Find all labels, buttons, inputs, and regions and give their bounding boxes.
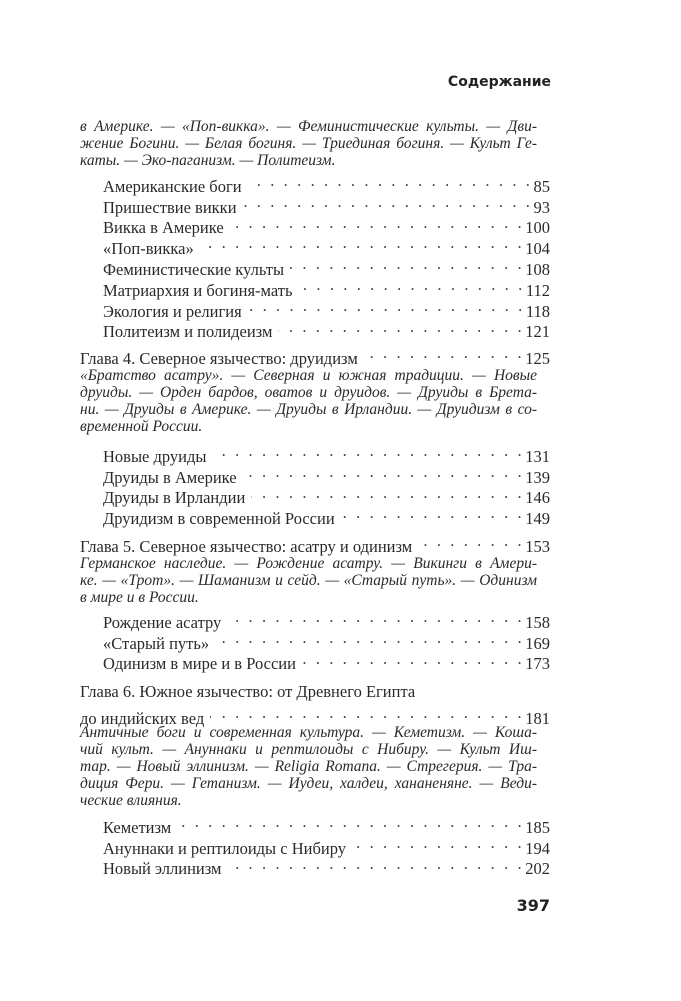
chapter-page: 125 [525, 348, 550, 368]
dot-leader [248, 171, 533, 192]
entry-page: 169 [525, 633, 550, 653]
dot-leader [290, 254, 524, 275]
summary-line: ческие влияния. [80, 792, 182, 809]
chapter-page: 181 [525, 708, 550, 728]
entry-page: 118 [525, 301, 550, 321]
toc-entries [80, 812, 550, 879]
toc-entry[interactable] [80, 441, 550, 466]
dot-leader [352, 833, 524, 854]
entry-title: Одинизм в мире и в России [103, 654, 296, 674]
chapter-summary [80, 367, 537, 435]
entry-page: 131 [525, 446, 550, 466]
entry-title: Ануннаки и рептилоиды с Нибиру [103, 838, 346, 858]
summary-line: тар. — Новый эллинизм. — Religia Romana. — Стрегерия. — Тра- [80, 758, 537, 775]
toc-entries [80, 171, 550, 342]
entry-title: Политеизм и полидеизм [103, 322, 273, 342]
entry-page: 149 [525, 509, 550, 529]
dot-leader [243, 192, 533, 213]
entry-page: 112 [525, 280, 550, 300]
dot-leader [210, 703, 524, 724]
entry-title: Рождение асатру [103, 612, 222, 632]
section-summary [80, 118, 537, 169]
entry-title: Друиды в Ирландии [103, 488, 246, 508]
chapter-summary [80, 724, 537, 809]
entry-page: 139 [525, 467, 550, 487]
summary-line: ни. — Друиды в Америке. — Друиды в Ирландии. — Друидизм в со- [80, 401, 537, 418]
entry-title: «Старый путь» [103, 633, 210, 653]
toc-entries [80, 607, 550, 674]
chapter-title: Глава 5. Северное язычество: асатру и одинизм [80, 536, 413, 556]
entry-page: 93 [533, 197, 550, 217]
entry-page: 158 [525, 612, 550, 632]
entry-page: 100 [525, 218, 550, 238]
toc-entry[interactable] [80, 171, 550, 196]
entry-title: Экология и религия [103, 301, 242, 321]
entry-title: Друиды в Америке [103, 467, 237, 487]
chapter-heading[interactable] [80, 531, 550, 556]
entry-title: Друидизм в современной России [103, 509, 335, 529]
entry-page: 108 [525, 259, 550, 279]
entry-title: Матриархия и богиня-мать [103, 280, 293, 300]
toc-entry[interactable] [80, 607, 550, 632]
summary-line: Античные боги и современная культура. — Кеметизм. — Коша- [80, 724, 537, 741]
entry-title: Новый эллинизм [103, 859, 222, 879]
entry-page: 185 [525, 817, 550, 837]
entry-page: 202 [525, 859, 550, 879]
dot-leader [227, 854, 524, 875]
dot-leader [177, 812, 524, 833]
chapter-title: Глава 6. Южное язычество: от Древнего Египта [80, 682, 416, 701]
entry-title: Пришествие викки [103, 197, 237, 217]
summary-line: в мире и в России. [80, 589, 199, 606]
entry-title: Американские боги [103, 176, 242, 196]
summary-line: чий культ. — Ануннаки и рептилоиды с Нибиру. — Культ Иш- [80, 741, 537, 758]
dot-leader [341, 503, 525, 524]
summary-line: каты. — Эко-паганизм. — Политеизм. [80, 152, 336, 169]
summary-line: диция Фери. — Гетанизм. — Иудеи, халдеи, хананеняне. — Веди- [80, 775, 537, 792]
chapter-heading[interactable] [80, 343, 550, 368]
dot-leader [302, 649, 524, 670]
dot-leader [227, 607, 524, 628]
dot-leader [299, 275, 525, 296]
summary-line: друиды. — Орден бардов, оватов и друидов. — Друиды в Брета- [80, 384, 537, 401]
toc-entry[interactable] [80, 812, 550, 837]
entry-page: 194 [525, 838, 550, 858]
chapter-title-cont: до индийских вед [80, 708, 205, 728]
dot-leader [215, 628, 524, 649]
chapter-page: 153 [525, 536, 550, 556]
dot-leader [278, 317, 524, 338]
entry-title: «Поп-викка» [103, 239, 194, 259]
dot-leader [248, 296, 525, 317]
summary-line: в Америке. — «Поп-викка». — Феминистические культы. — Дви- [80, 118, 537, 135]
chapter-heading[interactable] [80, 682, 550, 728]
chapter-title: Глава 4. Северное язычество: друидизм [80, 348, 358, 368]
entry-page: 146 [525, 488, 550, 508]
summary-line: ке. — «Трот». — Шаманизм и сейд. — «Старый путь». — Одинизм [80, 572, 537, 589]
dot-leader [251, 483, 524, 504]
running-header: Содержание [447, 74, 551, 90]
summary-line: временной России. [80, 418, 203, 435]
summary-line: «Братство асатру». — Северная и южная традиции. — Новые [80, 367, 537, 384]
dot-leader [212, 441, 524, 462]
summary-line: жение Богини. — Белая богиня. — Триединая богиня. — Культ Ге- [80, 135, 537, 152]
dot-leader [364, 343, 524, 364]
entry-page: 173 [525, 654, 550, 674]
entry-title: Кеметизм [103, 817, 172, 837]
entry-title: Феминистические культы [103, 259, 285, 279]
entry-page: 104 [525, 239, 550, 259]
page-number: 397 [516, 896, 550, 915]
dot-leader [230, 213, 525, 234]
entry-title: Новые друиды [103, 446, 207, 466]
dot-leader [200, 233, 525, 254]
chapter-summary [80, 555, 537, 606]
dot-leader [243, 462, 525, 483]
entry-title: Викка в Америке [103, 218, 224, 238]
entry-page: 85 [533, 176, 550, 196]
dot-leader [418, 531, 524, 552]
entry-page: 121 [525, 322, 550, 342]
summary-line: Германское наследие. — Рождение асатру. — Викинги в Амери- [80, 555, 537, 572]
toc-entries [80, 441, 550, 529]
